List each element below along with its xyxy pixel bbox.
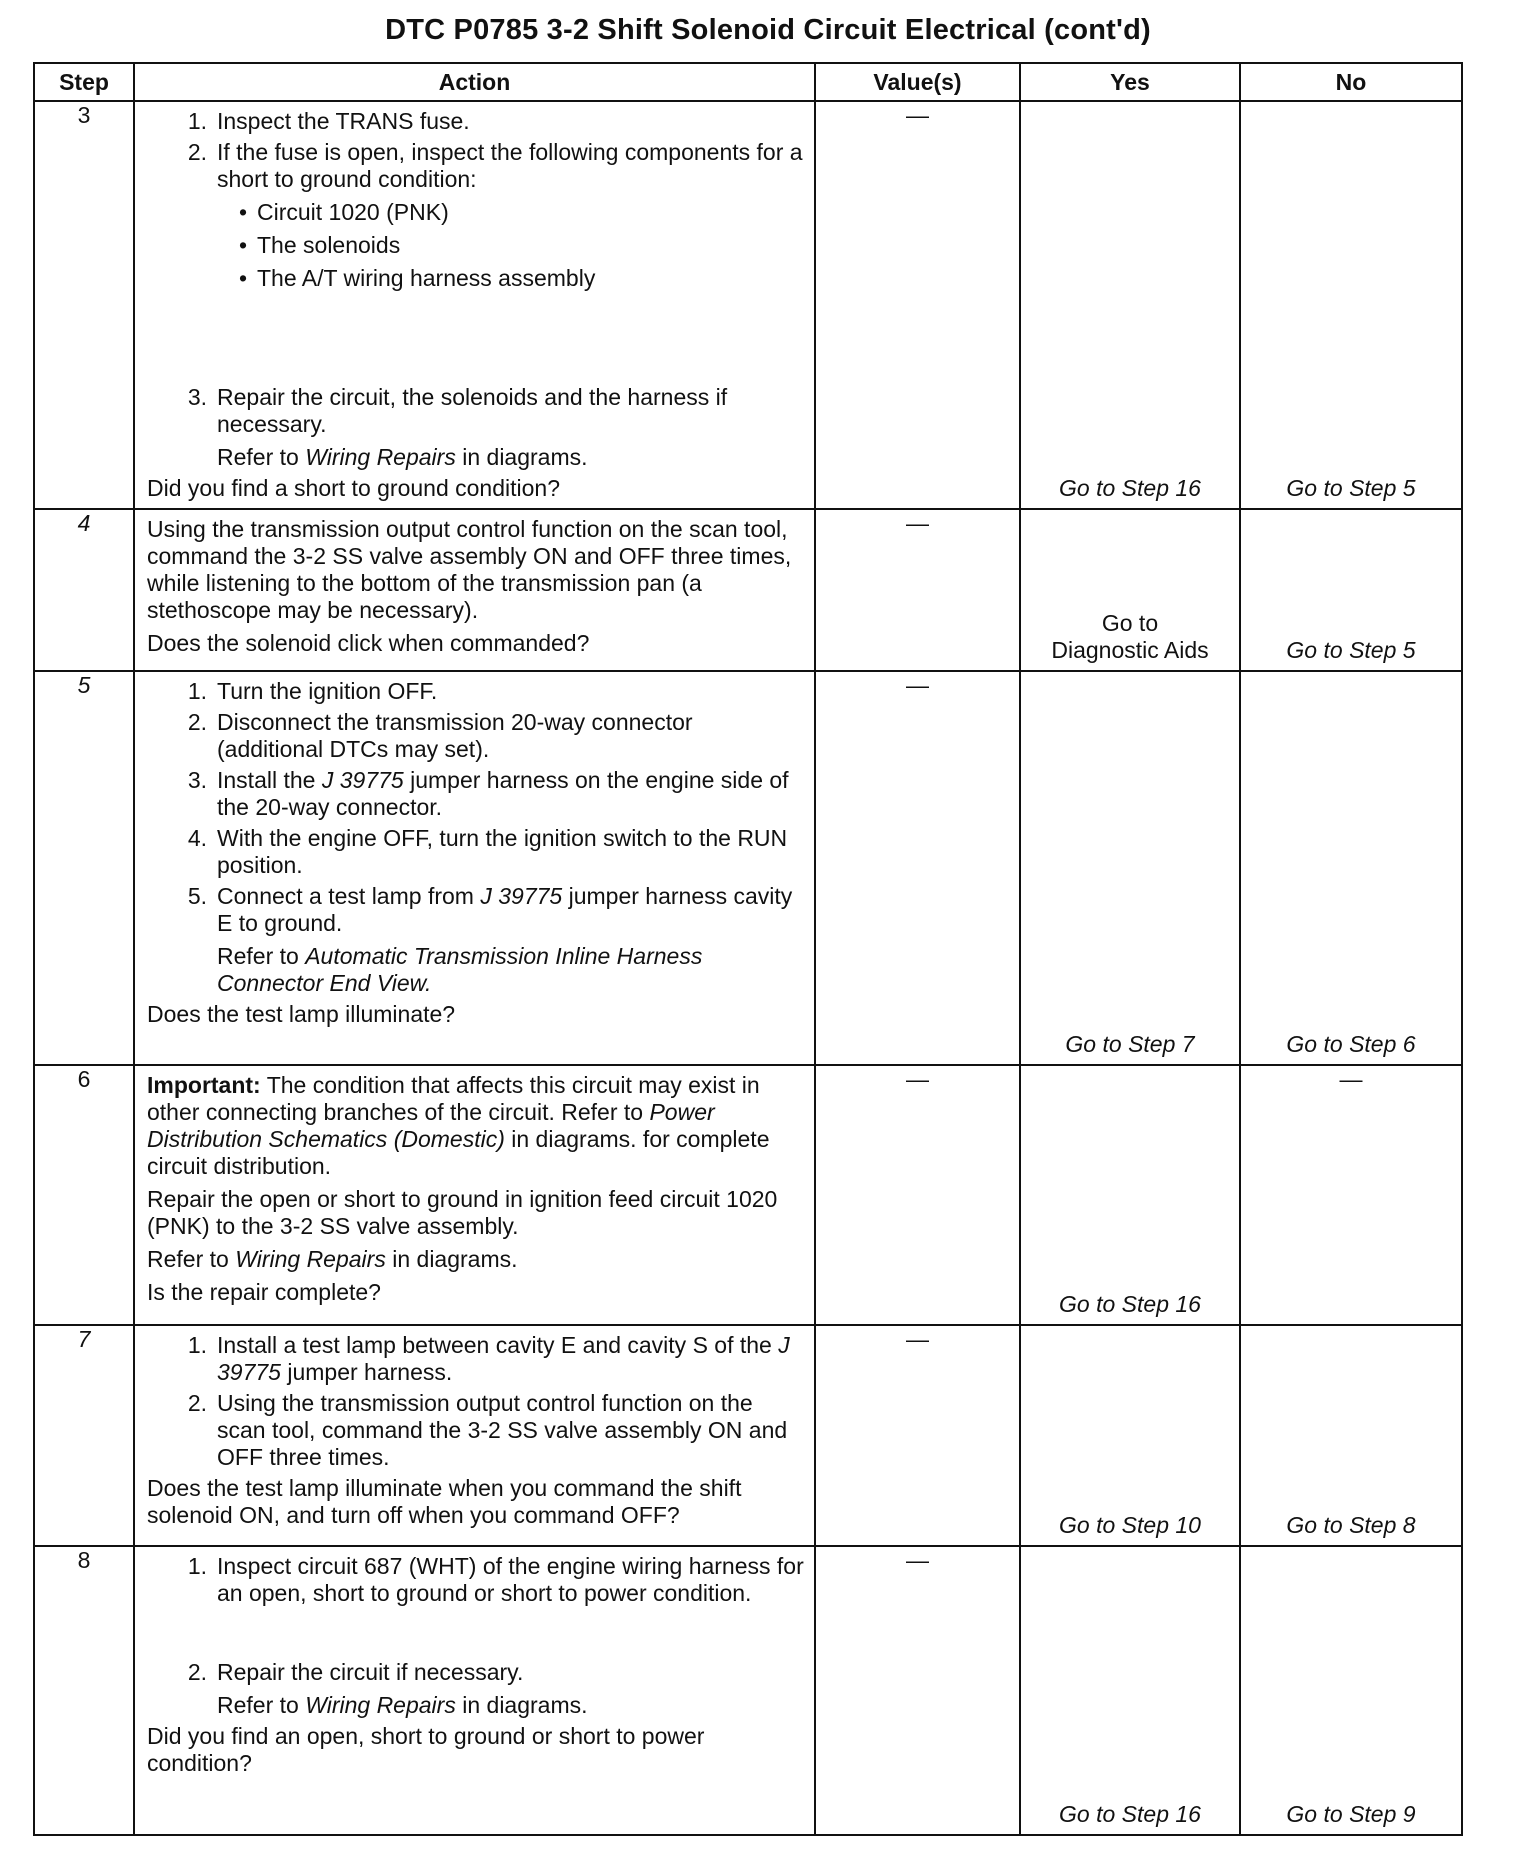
- reference-text: Refer to Automatic Transmission Inline Harness Connector End View.: [217, 943, 703, 996]
- item-number: 1.: [187, 108, 207, 134]
- diagnostic-table: [33, 62, 1463, 1836]
- action-text: Using the transmission output control function on the scan tool, command the 3-2 SS valve assembly ON and OFF three times, while listening to the bottom of the transmission pan (a stethoscope may be necessary).: [147, 516, 792, 623]
- yes-goto: Go to Step 7: [1065, 1031, 1195, 1057]
- bullet-text: The A/T wiring harness assembly: [257, 265, 596, 291]
- action-cell: [134, 101, 815, 509]
- table-row-step-8: [34, 1546, 1462, 1835]
- table-row-step-4: [34, 509, 1462, 671]
- item-text: If the fuse is open, inspect the following components for a short to ground condition:: [217, 139, 803, 192]
- item-text: Connect a test lamp from J 39775 jumper harness cavity E to ground.: [217, 883, 793, 936]
- yes-cell: [1020, 1325, 1240, 1546]
- value-cell: —: [815, 509, 1020, 671]
- no-cell: [1240, 101, 1462, 509]
- page-title: DTC P0785 3-2 Shift Solenoid Circuit Electrical (cont'd): [385, 14, 1151, 46]
- yes-cell: [1020, 671, 1240, 1065]
- step-number: 7: [34, 1325, 134, 1546]
- item-number: 3.: [187, 384, 207, 410]
- item-text: Inspect circuit 687 (WHT) of the engine wiring harness for an open, short to ground or short to power condition.: [217, 1553, 804, 1606]
- item-text: Repair the circuit, the solenoids and the harness if necessary.: [217, 384, 728, 437]
- action-cell: [134, 1065, 815, 1325]
- no-goto: Go to Step 5: [1286, 475, 1416, 501]
- no-cell: [1240, 1325, 1462, 1546]
- value-cell: —: [815, 671, 1020, 1065]
- important-note: Important: The condition that affects this circuit may exist in other connecting branches of the circuit. Refer to Power Distribution Schematics (Domestic) in diagrams. for complete circuit distribution.: [147, 1072, 770, 1179]
- item-number: 2.: [187, 139, 207, 165]
- no-goto: Go to Step 9: [1286, 1801, 1416, 1827]
- reference-text: Refer to Wiring Repairs in diagrams.: [217, 444, 588, 470]
- question-text: Does the test lamp illuminate?: [147, 1001, 456, 1027]
- no-goto: Go to Step 5: [1286, 637, 1416, 663]
- header-action: Action: [134, 63, 815, 101]
- item-number: 2.: [187, 1390, 207, 1416]
- question-text: Does the solenoid click when commanded?: [147, 630, 590, 656]
- header-values: Value(s): [815, 63, 1020, 101]
- item-number: 2.: [187, 1659, 207, 1685]
- item-number: 3.: [187, 767, 207, 793]
- action-cell: [134, 671, 815, 1065]
- value-cell: —: [815, 1325, 1020, 1546]
- yes-cell: [1020, 101, 1240, 509]
- step-number: 8: [34, 1546, 134, 1835]
- item-text: Install a test lamp between cavity E and cavity S of the J 39775 jumper harness.: [217, 1332, 790, 1385]
- no-goto: Go to Step 8: [1286, 1512, 1416, 1538]
- yes-goto: Go to Diagnostic Aids: [1051, 610, 1209, 663]
- question-text: Does the test lamp illuminate when you command the shift solenoid ON, and turn off when you command OFF?: [147, 1475, 742, 1528]
- step-number: 6: [34, 1065, 134, 1325]
- question-text: Did you find an open, short to ground or short to power condition?: [147, 1723, 705, 1776]
- item-number: 2.: [187, 709, 207, 735]
- item-number: 4.: [187, 825, 207, 851]
- no-cell: [1240, 671, 1462, 1065]
- yes-goto: Go to Step 16: [1059, 475, 1201, 501]
- header-row: [34, 63, 1462, 101]
- table-row-step-7: [34, 1325, 1462, 1546]
- table-row-step-6: [34, 1065, 1462, 1325]
- action-cell: [134, 1325, 815, 1546]
- item-number: 1.: [187, 1553, 207, 1579]
- header-no: No: [1240, 63, 1462, 101]
- no-cell: [1240, 1546, 1462, 1835]
- item-text: Repair the circuit if necessary.: [217, 1659, 524, 1685]
- step-number: 4: [34, 509, 134, 671]
- item-text: Using the transmission output control function on the scan tool, command the 3-2 SS valve assembly ON and OFF three times.: [217, 1390, 788, 1470]
- question-text: Did you find a short to ground condition?: [147, 475, 560, 501]
- bullet-icon: •: [238, 232, 247, 258]
- yes-goto: Go to Step 10: [1059, 1512, 1201, 1538]
- item-text: Disconnect the transmission 20-way connector (additional DTCs may set).: [217, 709, 693, 762]
- yes-goto: Go to Step 16: [1059, 1801, 1201, 1827]
- item-text: Install the J 39775 jumper harness on the engine side of the 20-way connector.: [217, 767, 789, 820]
- reference-text: Refer to Wiring Repairs in diagrams.: [147, 1246, 518, 1272]
- item-text: Inspect the TRANS fuse.: [217, 108, 470, 134]
- bullet-icon: •: [238, 199, 247, 225]
- value-cell: —: [815, 101, 1020, 509]
- repair-text: Repair the open or short to ground in ignition feed circuit 1020 (PNK) to the 3-2 SS valve assembly.: [147, 1186, 778, 1239]
- value-cell: —: [815, 1065, 1020, 1325]
- header-step: Step: [34, 63, 134, 101]
- action-cell: [134, 1546, 815, 1835]
- bullet-icon: •: [238, 265, 247, 291]
- step-number: 5: [34, 671, 134, 1065]
- reference-text: Refer to Wiring Repairs in diagrams.: [217, 1692, 588, 1718]
- no-cell: [1240, 509, 1462, 671]
- step-number: 3: [34, 101, 134, 509]
- no-cell: —: [1240, 1065, 1462, 1325]
- table-row-step-5: [34, 671, 1462, 1065]
- item-text: With the engine OFF, turn the ignition switch to the RUN position.: [217, 825, 788, 878]
- bullet-text: The solenoids: [257, 232, 401, 258]
- yes-cell: [1020, 509, 1240, 671]
- yes-cell: [1020, 1065, 1240, 1325]
- question-text: Is the repair complete?: [147, 1279, 381, 1305]
- bullet-text: Circuit 1020 (PNK): [257, 199, 449, 225]
- table-row-step-3: [34, 101, 1462, 509]
- item-number: 1.: [187, 1332, 207, 1358]
- yes-cell: [1020, 1546, 1240, 1835]
- header-yes: Yes: [1020, 63, 1240, 101]
- no-goto: Go to Step 6: [1286, 1031, 1416, 1057]
- action-cell: [134, 509, 815, 671]
- item-number: 5.: [187, 883, 207, 909]
- item-number: 1.: [187, 678, 207, 704]
- yes-goto: Go to Step 16: [1059, 1291, 1201, 1317]
- item-text: Turn the ignition OFF.: [217, 678, 438, 704]
- value-cell: —: [815, 1546, 1020, 1835]
